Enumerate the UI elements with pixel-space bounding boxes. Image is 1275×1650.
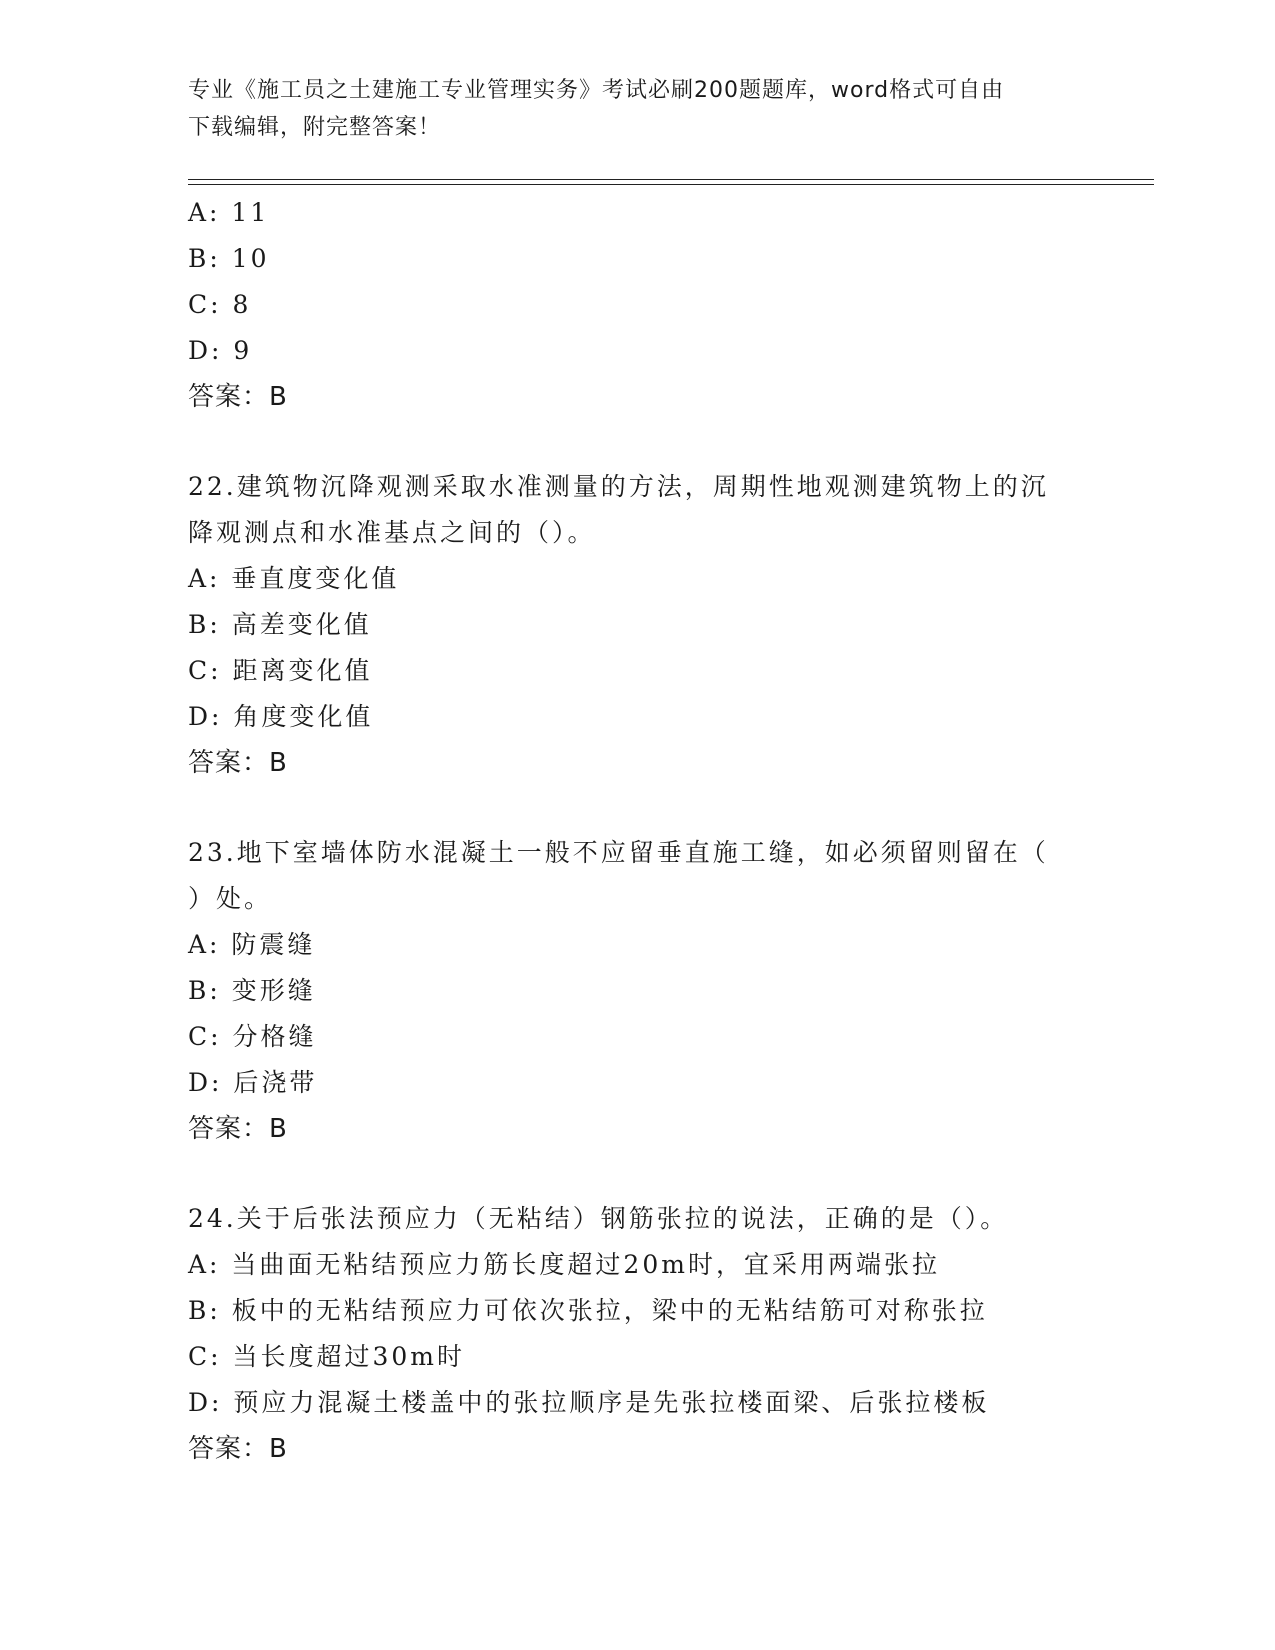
option-c: C: 分格缝 <box>188 1022 317 1051</box>
answer: 答案：B <box>188 748 288 778</box>
question-stem-line-1: 23.地下室墙体防水混凝土一般不应留垂直施工缝，如必须留则留在（ <box>188 838 1049 867</box>
spacer <box>188 786 1088 830</box>
option-d: D: 9 <box>188 336 253 365</box>
option-a: A: 垂直度变化值 <box>188 564 400 593</box>
option-a: A: 当曲面无粘结预应力筋长度超过20m时，宜采用两端张拉 <box>188 1250 940 1279</box>
option-c: C: 距离变化值 <box>188 656 373 685</box>
question-21 <box>188 190 1088 420</box>
option-c: C: 8 <box>188 290 252 319</box>
option-d: D: 后浇带 <box>188 1068 318 1097</box>
option-b: B: 10 <box>188 244 270 273</box>
option-b: B: 变形缝 <box>188 976 316 1005</box>
question-22 <box>188 464 1088 786</box>
option-b: B: 板中的无粘结预应力可依次张拉，梁中的无粘结筋可对称张拉 <box>188 1296 988 1325</box>
answer: 答案：B <box>188 382 288 412</box>
spacer <box>188 420 1088 464</box>
spacer <box>188 1152 1088 1196</box>
option-d: D: 预应力混凝土楼盖中的张拉顺序是先张拉楼面梁、后张拉楼板 <box>188 1388 990 1417</box>
option-d: D: 角度变化值 <box>188 702 374 731</box>
answer: 答案：B <box>188 1114 288 1144</box>
question-stem-line-1: 24.关于后张法预应力（无粘结）钢筋张拉的说法，正确的是（）。 <box>188 1204 1009 1233</box>
header-line-2: 下载编辑，附完整答案！ <box>188 115 442 140</box>
option-c: C: 当长度超过30m时 <box>188 1342 466 1371</box>
answer: 答案：B <box>188 1434 288 1464</box>
option-a: A: 11 <box>188 198 270 227</box>
question-stem-line-2: 降观测点和水准基点之间的（）。 <box>188 518 596 547</box>
header-divider-bottom <box>188 184 1154 185</box>
question-24 <box>188 1196 1088 1472</box>
header-line-1: 专业《施工员之土建施工专业管理实务》考试必刷200题题库，word格式可自由 <box>188 78 1005 103</box>
option-b: B: 高差变化值 <box>188 610 372 639</box>
option-a: A: 防震缝 <box>188 930 316 959</box>
question-stem-line-1: 22.建筑物沉降观测采取水准测量的方法，周期性地观测建筑物上的沉 <box>188 472 1049 501</box>
question-23 <box>188 830 1088 1152</box>
document-header <box>188 72 1068 146</box>
question-stem-line-2: ）处。 <box>188 884 273 913</box>
header-divider-top <box>188 179 1154 180</box>
question-list <box>188 190 1088 1472</box>
